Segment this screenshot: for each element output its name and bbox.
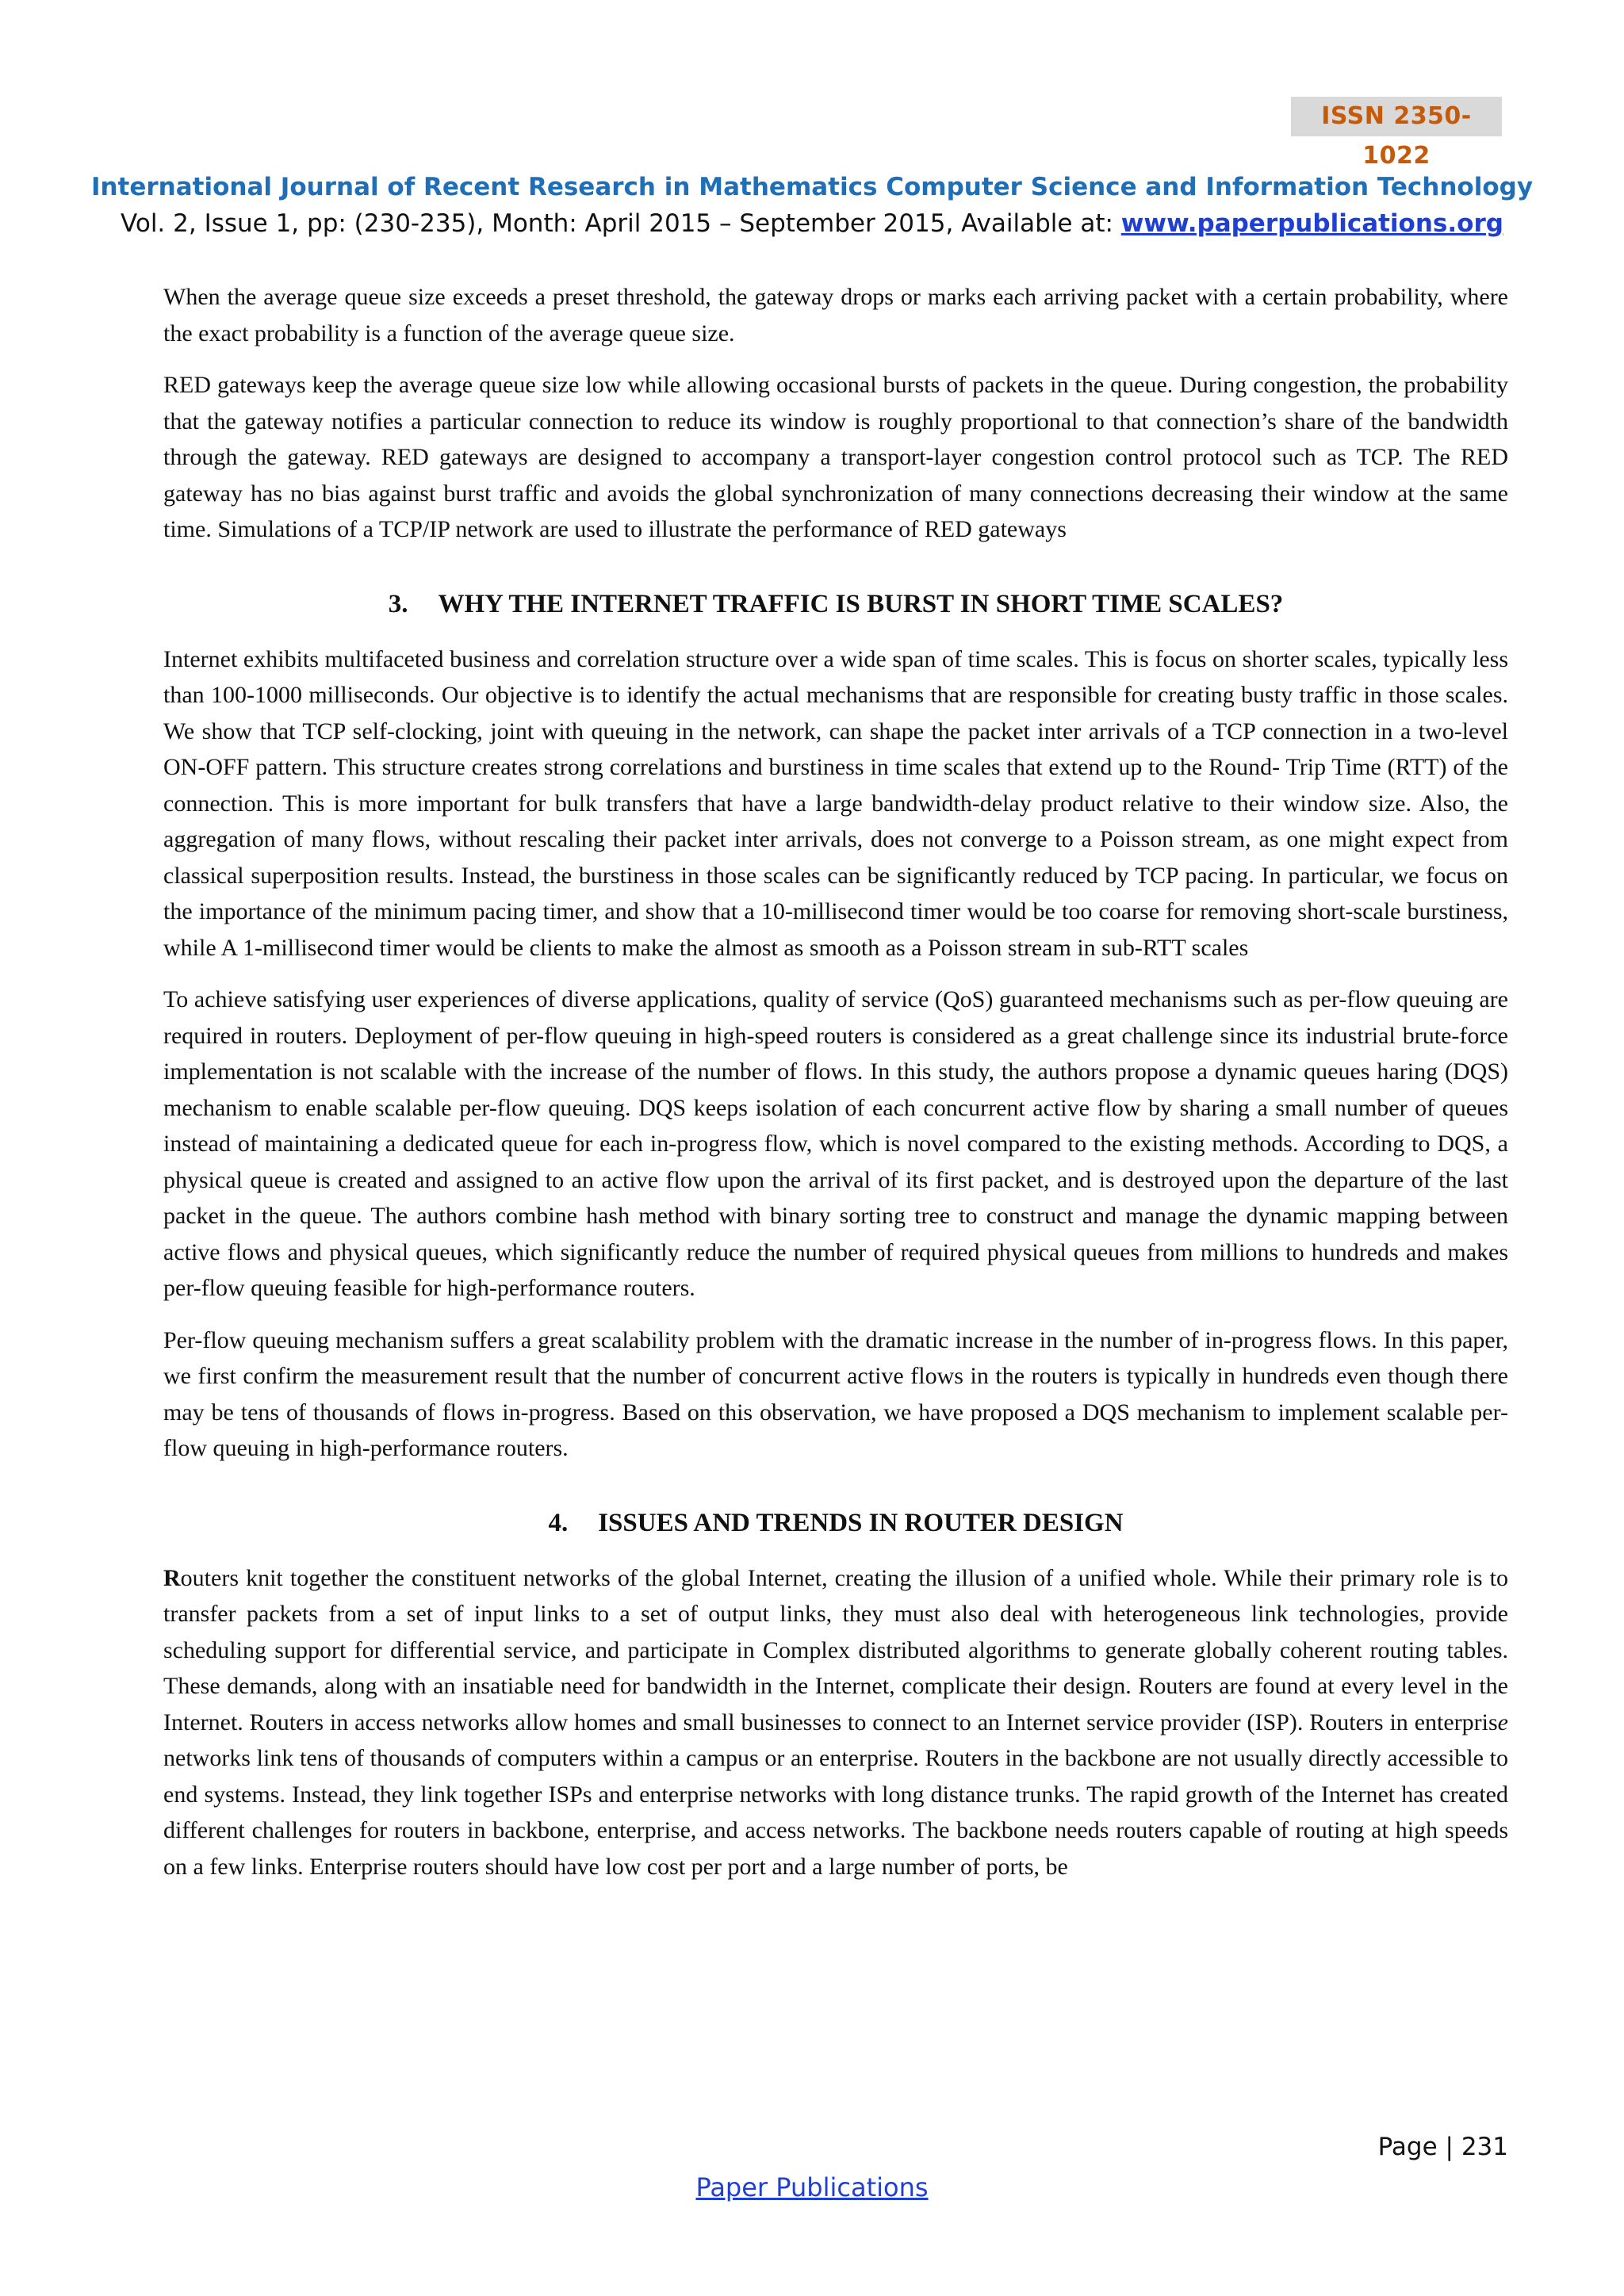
issue-info [0, 209, 1624, 238]
website-link[interactable]: www.paperpublications.org [1120, 209, 1503, 238]
paragraph: When the average queue size exceeds a preset threshold, the gateway drops or marks each arriving packet with a certain probability, where the exact probability is a function of the average queue size. [163, 284, 1508, 346]
paragraph: Per-flow queuing mechanism suffers a great scalability problem with the dramatic increase in the number of in-progress flows. In this paper, we first confirm the measurement result that the number of concurrent active flows in the routers is typically in hundreds even though there may be tens of thousands of flows in-progress. Based on this observation, we have proposed a DQS mechanism to implement scalable per-flow queuing in high-performance routers. [163, 1326, 1508, 1461]
page-number: Page | 231 [1377, 2133, 1508, 2161]
paragraph: Internet exhibits multifaceted business and correlation structure over a wide span of time scales. This is focus on shorter scales, typically less than 100-1000 milliseconds. Our objective is to identify the actual mechanisms that are responsible for creating busty traffic in those scales. We show that TCP self-clocking, joint with queuing in the network, can shape the packet inter arrivals of a TCP connection in a two-level ON-OFF pattern. This structure creates strong correlations and burstiness in time scales that extend up to the Round- Trip Time (RTT) of the connection. This is more important for bulk transfers that have a large bandwidth-delay product relative to their window size. Also, the aggregation of many flows, without rescaling their packet inter arrivals, does not converge to a Poisson stream, as one might expect from classical superposition results. Instead, the burstiness in those scales can be significantly reduced by TCP pacing. In particular, we focus on the importance of the minimum pacing timer, and show that a 10-millisecond timer would be too coarse for removing short-scale burstiness, while A 1-millisecond timer would be clients to make the almost as smooth as a Poisson stream in sub-RTT scales [163, 645, 1508, 961]
body-content [163, 279, 1508, 1900]
journal-title: International Journal of Recent Research in Mathematics Computer Science and Information Technology [90, 173, 1534, 201]
paragraph: RED gateways keep the average queue size low while allowing occasional bursts of packets in the queue. During congestion, the probability that the gateway notifies a particular connection to reduce its window is roughly proportional to that connection’s share of the bandwidth through the gateway. RED gateways are designed to accompany a transport-layer congestion control protocol such as TCP. The RED gateway has no bias against burst traffic and avoids the global synchronization of many connections decreasing their window at the same time. Simulations of a TCP/IP network are used to illustrate the performance of RED gateways [163, 372, 1508, 542]
section-heading [163, 1503, 1508, 1543]
publisher-link[interactable]: Paper Publications [695, 2172, 929, 2202]
section-title: WHY THE INTERNET TRAFFIC IS BURST IN SHORT TIME SCALES? [438, 589, 1284, 618]
paragraph: To achieve satisfying user experiences of diverse applications, quality of service (QoS) guaranteed mechanisms such as per-flow queuing are required in routers. Deployment of per-flow queuing in high-speed routers is considered as a great challenge since its industrial brute-force implementation is not scalable with the increase of the number of flows. In this study, the authors propose a dynamic queues haring (DQS) mechanism to enable scalable per-flow queuing. DQS keeps isolation of each concurrent active flow by sharing a small number of queues instead of maintaining a dedicated queue for each in-progress flow, which is novel compared to the existing methods. According to DQS, a physical queue is created and assigned to an active flow upon the arrival of its first packet, and is destroyed upon the departure of the last packet in the queue. The authors combine hash method with binary sorting tree to construct and manage the dynamic mapping between active flows and physical queues, which significantly reduce the number of required physical queues from millions to hundreds and makes per-flow queuing feasible for high-performance routers. [163, 986, 1508, 1301]
section-number: 4. [548, 1508, 569, 1537]
paragraph [163, 1560, 1508, 1885]
drop-cap: R [163, 1564, 181, 1591]
section-title: ISSUES AND TRENDS IN ROUTER DESIGN [598, 1508, 1124, 1537]
paragraph-text: outers knit together the constituent networks of the global Internet, creating the illusion of a unified whole. While their primary role is to transfer packets from a set of input links to a set of output links, they must also deal with heterogeneous link technologies, provide scheduling support for differential service, and participate in Complex distributed algorithms to generate globally coherent routing tables. These demands, along with an insatiable need for bandwidth in the Internet, complicate their design. Routers are found at every level in the Internet. Routers in access networks allow homes and small businesses to connect to an Internet service provider (ISP). Routers in enterpris [163, 1564, 1508, 1735]
issn-badge: ISSN 2350-1022 [1291, 97, 1502, 136]
italic-letter: e [1497, 1709, 1508, 1735]
paragraph-text: networks link tens of thousands of computers within a campus or an enterprise. Routers in the backbone are not usually directly accessible to end systems. Instead, they link together ISPs and enterprise networks with long distance trunks. The rapid growth of the Internet has created different challenges for routers in backbone, enterprise, and access networks. The backbone needs routers capable of routing at high speeds on a few links. Enterprise routers should have low cost per port and a large number of ports, be [163, 1745, 1508, 1880]
section-number: 3. [388, 589, 408, 618]
section-heading [163, 584, 1508, 624]
issue-info-text: Vol. 2, Issue 1, pp: (230-235), Month: April 2015 – September 2015, Available at: [121, 209, 1121, 238]
